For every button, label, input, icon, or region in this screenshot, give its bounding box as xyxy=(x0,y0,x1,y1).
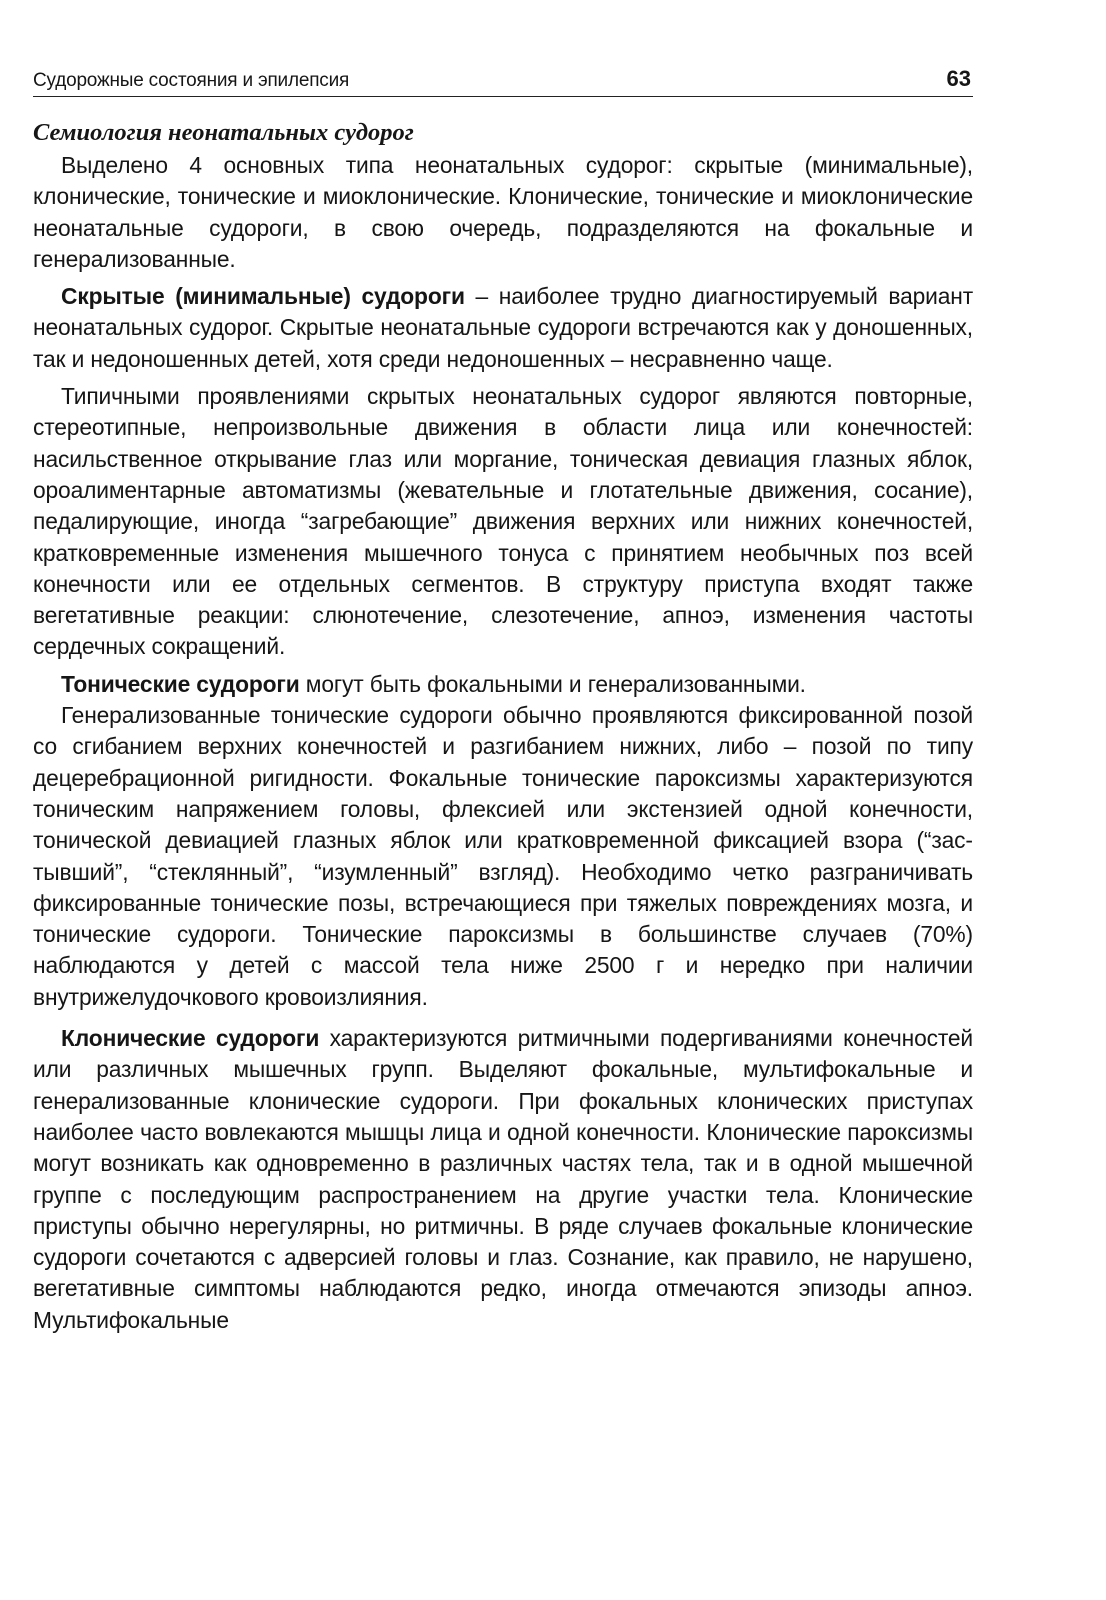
paragraph-text: могут быть фокальными и генерализованными. xyxy=(299,670,806,697)
paragraph-lead-term: Скрытые (минимальные) судороги xyxy=(61,283,465,310)
paragraph-subtle-seizures xyxy=(33,281,973,375)
body-text xyxy=(33,150,973,1336)
paragraph-text: характеризуются ритмичными подергиваниями конечностей или различных мышечных групп. Выделяют фокальные, мультифокальные и генерализованные клонические судороги. При фокальных клонических приступах наиболее часто вовлекаются мышцы лица и одной конечности. Клонические пароксизмы могут возникать как одновременно в различных частях тела, так и в одной мышечной группе с последующим распространением на другие участки тела. Клонические приступы обычно нерегулярны, но ритмичны. В ряде случаев фокальные клонические судороги сочетаются с адверсией головы и глаз. Сознание, как правило, не нарушено, вегетативные симптомы наблюдаются редко, иногда отмечаются эпизоды апноэ. Мультифокальные xyxy=(33,1025,974,1333)
book-page xyxy=(33,58,973,1336)
paragraph-lead-term: Клонические судороги xyxy=(61,1025,320,1052)
paragraph-lead-term: Тонические судороги xyxy=(61,670,300,697)
running-header xyxy=(33,58,973,97)
paragraph-text: Генерализованные тонические судороги обычно проявляются фиксированной позой со сгибанием верхних конечностей и разгибанием нижних, либо – позой по типу децеребрационной ригидности. Фокальные тонические пароксизмы характеризуются тоническим напряжением головы, флексией или экстензией одной конечности, тонической девиацией глазных яблок или кратковременной фиксацией взора (“застывший”, “стеклянный”, “изумленный” взгляд). Необходимо четко разграничивать фиксированные тонические позы, встречающиеся при тяжелых повреждениях мозга, и тонические судороги. Тонические пароксизмы в большинстве случаев (70%) наблюдаются у детей с массой тела ниже 2500 г и нередко при наличии внутрижелудочкового кровоизлияния. xyxy=(33,702,973,1010)
paragraph-seizure-types xyxy=(33,150,973,275)
paragraph-subtle-manifestations xyxy=(33,381,973,663)
paragraph-text: Типичными проявлениями скрытых неонатальных судорог являются повторные, стереотипные, непроизвольные движения в области лица или конечностей: насильственное открывание глаз или моргание, тоническая девиация глазных яблок, ороалиментарные автоматизмы (жевательные и глотательные движения, сосание), педалирующие, иногда “загребающие” движения верхних или нижних конечностей, кратковременные изменения мышечного тонуса с принятием необычных поз всей конечности или ее отдельных сегментов. В структуру приступа входят также вегетативные реакции: слюнотечение, слезотечение, апноэ, изменения частоты сердечных сокращений. xyxy=(33,383,973,660)
paragraph-tonic-seizures xyxy=(33,669,973,700)
section-title: Семиология неонатальных судорог xyxy=(33,119,414,146)
paragraph-clonic-seizures xyxy=(33,1023,973,1336)
running-title: Судорожные состояния и эпилепсия xyxy=(33,70,350,91)
paragraph-text: – наиболее трудно диагностируемый вариант неонатальных судорог. Скрытые неонатальные судороги встречаются как у доношенных, так и недоношенных детей, хотя среди недоношенных – несравненно чаще. xyxy=(33,283,973,372)
paragraph-tonic-details xyxy=(33,700,973,1013)
page-number: 63 xyxy=(946,66,971,91)
paragraph-text: Выделено 4 основных типа неонатальных судорог: скрытые (минимальные), клонические, тонические и миоклонические. Клонические, тонические и миоклонические неонатальные судороги, в свою очередь, подразделяются на фокальные и генерализованные. xyxy=(33,152,973,272)
